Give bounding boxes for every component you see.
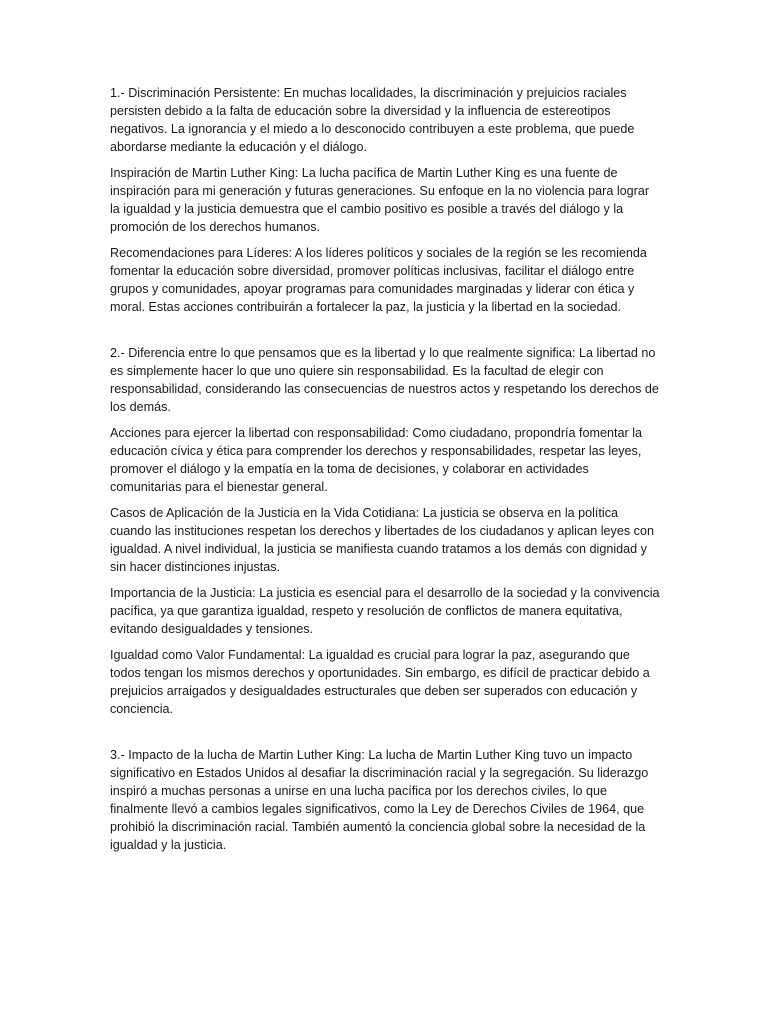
section-3	[110, 746, 660, 854]
paragraph-acciones: Acciones para ejercer la libertad con responsabilidad: Como ciudadano, propondría fomentar la educación cívica y ética para comprender los derechos y responsabilidades, respetar las leyes, promover el diálogo y la empatía en la toma de decisiones, y colaborar en actividades comunitarias para el bienestar general.	[110, 426, 643, 494]
document-page	[110, 84, 660, 862]
section-2	[110, 344, 660, 718]
paragraph-igualdad: Igualdad como Valor Fundamental: La igualdad es crucial para lograr la paz, asegurando que todos tengan los mismos derechos y oportunidades. Sin embargo, es difícil de practicar debido a prejuicios arraigados y desigualdades estructurales que deben ser superados con educación y conciencia.	[110, 648, 650, 716]
paragraph-discriminacion: 1.- Discriminación Persistente: En muchas localidades, la discriminación y prejuicios raciales persisten debido a la falta de educación sobre la diversidad y la influencia de estereotipos negativos. La ignorancia y el miedo a lo desconocido contribuyen a este problema, que puede abordarse mediante la educación y el diálogo.	[110, 86, 635, 154]
paragraph-libertad: 2.- Diferencia entre lo que pensamos que es la libertad y lo que realmente significa: La libertad no es simplemente hacer lo que uno quiere sin responsabilidad. Es la facultad de elegir con responsabilidad, considerando las consecuencias de nuestros actos y respetando los derechos de los demás.	[110, 346, 659, 414]
paragraph-justicia-importancia: Importancia de la Justicia: La justicia es esencial para el desarrollo de la sociedad y la convivencia pacífica, ya que garantiza igualdad, respeto y resolución de conflictos de manera equitativa, evitando desigualdades y tensiones.	[110, 586, 660, 636]
paragraph-justicia-casos: Casos de Aplicación de la Justicia en la Vida Cotidiana: La justicia se observa en la política cuando las instituciones respetan los derechos y libertades de los ciudadanos y aplican leyes con igualdad. A nivel individual, la justicia se manifiesta cuando tratamos a los demás con dignidad y sin hacer distinciones injustas.	[110, 506, 654, 574]
paragraph-impacto: 3.- Impacto de la lucha de Martin Luther King: La lucha de Martin Luther King tuvo un impacto significativo en Estados Unidos al desafiar la discriminación racial y la segregación. Su liderazgo inspiró a muchas personas a unirse en una lucha pacífica por los derechos civiles, lo que finalmente llevó a cambios legales significativos, como la Ley de Derechos Civiles de 1964, que prohibió la discriminación racial. También aumentó la conciencia global sobre la necesidad de la igualdad y la justicia.	[110, 748, 649, 852]
paragraph-inspiracion: Inspiración de Martin Luther King: La lucha pacífica de Martin Luther King es una fuente de inspiración para mi generación y futuras generaciones. Su enfoque en la no violencia para lograr la igualdad y la justicia demuestra que el cambio positivo es posible a través del diálogo y la promoción de los derechos humanos.	[110, 166, 650, 234]
section-1	[110, 84, 660, 316]
paragraph-recomendaciones: Recomendaciones para Líderes: A los líderes políticos y sociales de la región se les recomienda fomentar la educación sobre diversidad, promover políticas inclusivas, facilitar el diálogo entre grupos y comunidades, apoyar programas para comunidades marginadas y liderar con ética y moral. Estas acciones contribuirán a fortalecer la paz, la justicia y la libertad en la sociedad.	[110, 246, 647, 314]
